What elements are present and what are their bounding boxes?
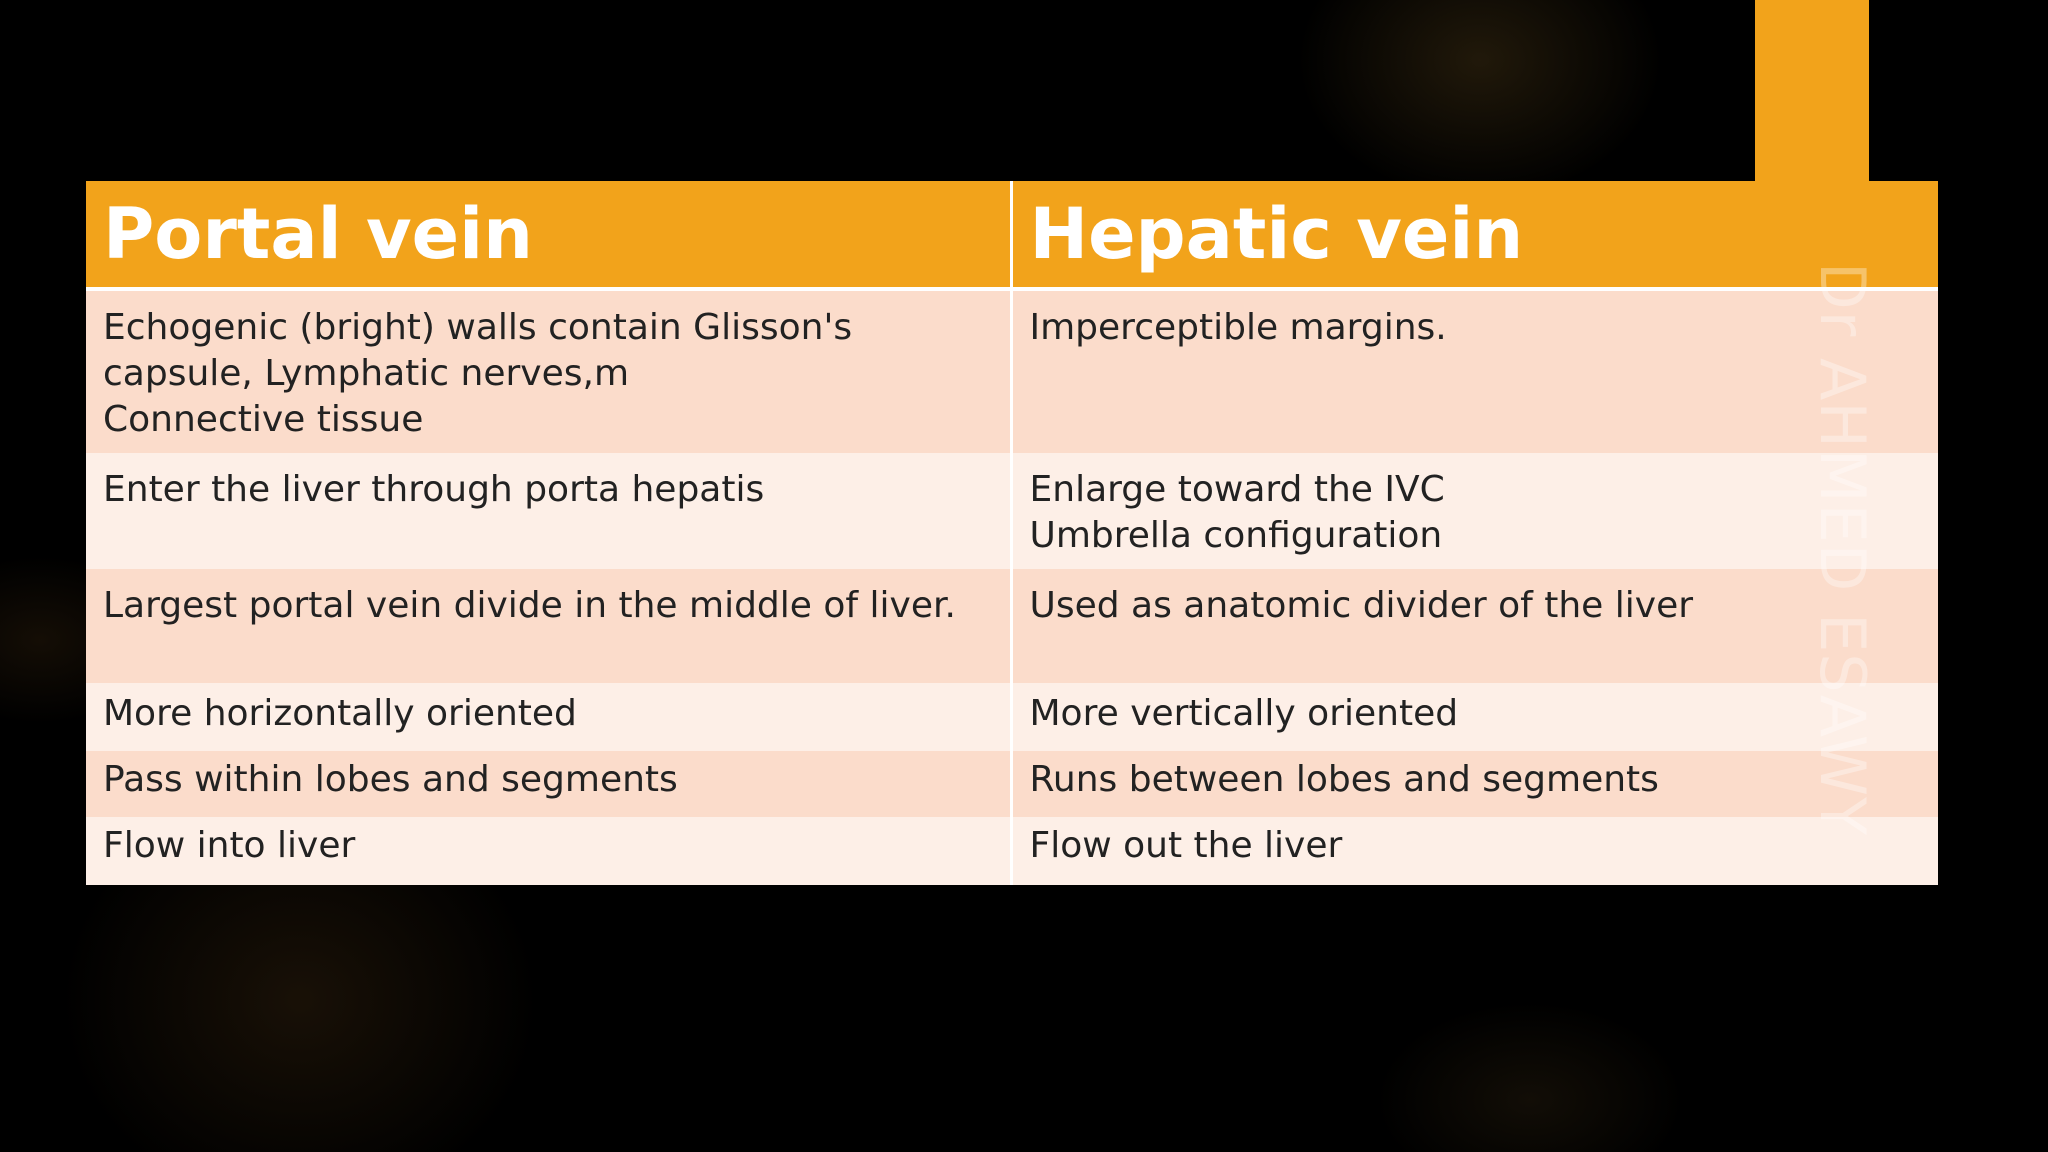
portal-cell	[86, 453, 1011, 569]
cell-line: Flow into liver	[103, 825, 356, 866]
table-row	[86, 289, 1938, 453]
table-row	[86, 453, 1938, 569]
hepatic-cell	[1011, 289, 1938, 453]
cell-line: Largest portal vein divide in the middle of liver.	[103, 585, 956, 626]
hepatic-cell	[1011, 683, 1938, 751]
table-row	[86, 817, 1938, 885]
cell-line: Umbrella configuration	[1029, 515, 1443, 556]
table-header-row	[86, 181, 1938, 289]
header-portal-vein: Portal vein	[86, 181, 1011, 289]
accent-bar	[1755, 0, 1869, 182]
hepatic-cell	[1011, 453, 1938, 569]
table-row	[86, 751, 1938, 817]
cell-line: Flow out the liver	[1029, 825, 1343, 866]
comparison-table	[86, 181, 1938, 885]
cell-line: Echogenic (bright) walls contain Glisson's	[103, 307, 853, 348]
cell-line: Enlarge toward the IVC	[1029, 469, 1445, 510]
portal-cell	[86, 751, 1011, 817]
author-watermark: Dr AHMED ESAWY	[1806, 262, 1879, 836]
cell-line: Connective tissue	[103, 399, 424, 440]
cell-line: Imperceptible margins.	[1029, 307, 1447, 348]
table-row	[86, 683, 1938, 751]
hepatic-cell	[1011, 569, 1938, 683]
portal-cell	[86, 817, 1011, 885]
cell-line: Used as anatomic divider of the liver	[1029, 585, 1694, 626]
portal-cell	[86, 289, 1011, 453]
cell-line: Runs between lobes and segments	[1029, 759, 1659, 800]
portal-cell	[86, 683, 1011, 751]
table-row	[86, 569, 1938, 683]
hepatic-cell	[1011, 751, 1938, 817]
hepatic-cell	[1011, 817, 1938, 885]
portal-cell	[86, 569, 1011, 683]
cell-line: Pass within lobes and segments	[103, 759, 678, 800]
cell-line: More horizontally oriented	[103, 693, 577, 734]
header-hepatic-vein: Hepatic vein	[1011, 181, 1938, 289]
cell-line: More vertically oriented	[1029, 693, 1459, 734]
cell-line: Enter the liver through porta hepatis	[103, 469, 765, 510]
cell-line: capsule, Lymphatic nerves,m	[103, 353, 630, 394]
